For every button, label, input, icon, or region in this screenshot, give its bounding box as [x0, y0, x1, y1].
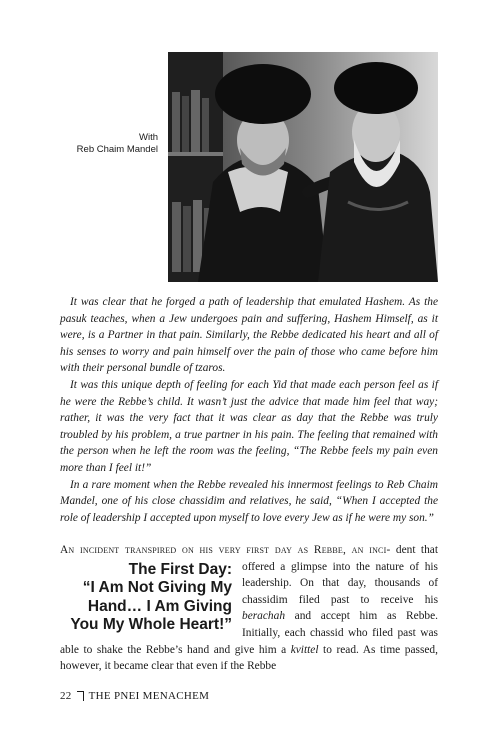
paragraph: In a rare moment when the Rebbe revealed his innermost feelings to Reb Chaim Mandel, one of his close chassidim and relatives, he said, “When I accepted the role of leadership I accepted upon myself to love every Jew as if he were my son.” [60, 478, 438, 524]
main-text [60, 294, 438, 526]
corner-mark-icon [77, 691, 84, 701]
page-footer [60, 690, 209, 702]
heading-line: “I Am Not Giving My [82, 579, 232, 597]
heading-line: Hand… I Am Giving [87, 597, 232, 615]
term-berachah: berachah [242, 610, 286, 623]
paragraph: It was clear that he forged a path of leadership that emulated Hashem. As the pasuk teaches, when a Jew undergoes pain and suffering, Hashem Himself, as it were, is a Partner in that pain. Similarly, the Rebbe dedicated his heart and all of his senses to worry and pain himself over the pain of those who came before him with their personal bundle of tzaros. [60, 296, 438, 375]
photo-caption [40, 132, 158, 156]
section-text: dent that offered a glimpse into the nature of his leadership. On that day, thousands of chassidim filed past to receive his [242, 544, 439, 606]
lead-in: An incident transpired on his very first day as Rebbe, an inci- [60, 544, 391, 556]
paragraph: It was this unique depth of feeling for each Yid that made each person feel as if he were the Rebbe’s child. It wasn’t just the advice that made him feel that way; rather, it was the very fact that it was clear as day that the Rebbe was truly troubled by his problem, a true partner in his pain. The feeling that remained with the person when he left the room was the feeling, “The Rebbe feels my pain even more than I feel it!” [60, 378, 438, 474]
photo [168, 52, 438, 282]
term-kvittel: kvittel [290, 643, 319, 656]
caption-line: With [139, 132, 158, 143]
page-number: 22 [60, 690, 72, 702]
first-day-section [60, 542, 438, 675]
heading-line: The First Day: [128, 560, 232, 578]
section-text: to read. As time passed, however, it became clear that even if the Rebbe [60, 643, 438, 673]
caption-line: Reb Chaim Mandel [76, 144, 158, 155]
heading-line: You My Whole Heart!” [70, 616, 232, 634]
photo-illustration [168, 52, 438, 282]
section-text: and accept him as Rebbe. Initially, each chassid who filed past was able to shake the Rebbe’s hand and give him a [60, 610, 438, 656]
section-paragraph [60, 542, 438, 675]
section-heading [60, 561, 232, 635]
book-title: THE PNEI MENACHEM [88, 690, 210, 702]
